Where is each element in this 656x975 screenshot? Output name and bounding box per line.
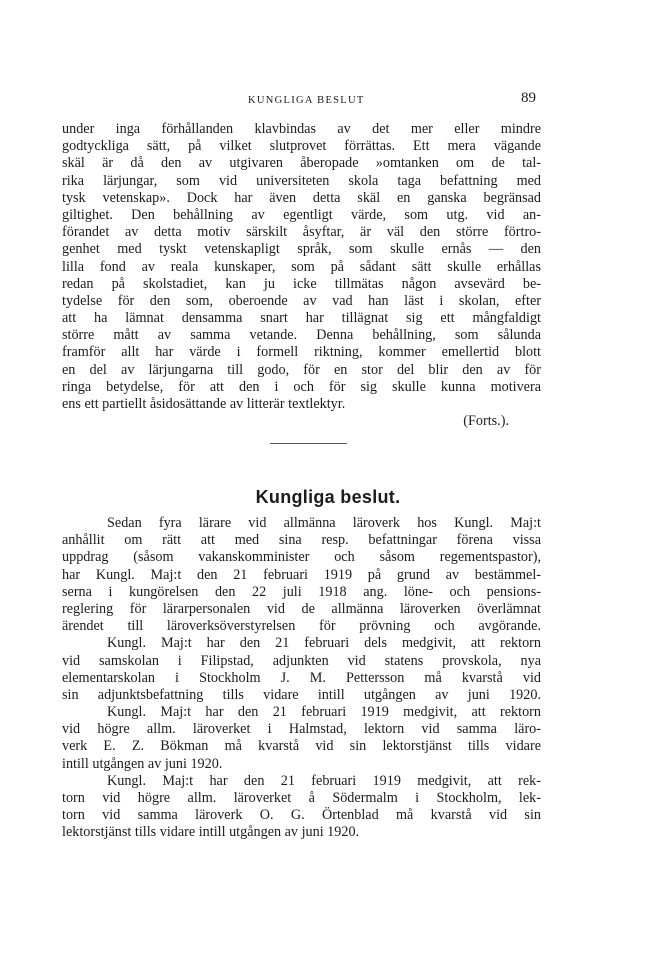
section-divider	[270, 443, 347, 444]
page-number: 89	[521, 90, 536, 106]
text-line: att ha lämnat densamma snart har tillägnat sig ett mångfaldigt	[62, 310, 541, 327]
text-line: Sedan fyra lärare vid allmänna läroverk hos Kungl. Maj:t	[107, 515, 541, 531]
text-line: lilla fond av reala kunskaper, som på sådant sätt skulle erhållas	[62, 258, 541, 275]
text-line: Kungl. Maj:t har den 21 februari dels medgivit, att rektorn	[107, 635, 541, 652]
text-line: genhet med tyskt vetenskapligt språk, som skulle ernås — den	[62, 241, 541, 258]
text-line: förandet av detta motiv särskilt åsyftar, är väl den större förtro-	[62, 224, 541, 241]
section-body	[62, 515, 541, 842]
text-line: under inga förhållanden klavbindas av det mer eller mindre	[62, 121, 541, 137]
text-line: vid högre allm. läroverket i Halmstad, lektorn vid samma läro-	[62, 721, 541, 738]
running-title: KUNGLIGA BESLUT	[248, 95, 365, 106]
text-line: framför allt har värde i formell riktning, kommer emellertid blott	[62, 344, 541, 361]
text-line: Kungl. Maj:t har den 21 februari 1919 medgivit, att rek-	[107, 772, 541, 789]
text-line: elementarskolan i Stockholm J. M. Pettersson må kvarstå vid	[62, 669, 541, 686]
running-header	[0, 90, 656, 109]
text-line: har Kungl. Maj:t den 21 februari 1919 på grund av bestämmel-	[62, 566, 541, 583]
text-line: giltighet. Den behållning av egentligt värde, som utg. vid an-	[62, 206, 541, 223]
text-line: intill utgången av juni 1920.	[62, 755, 223, 772]
text-line: godtyckliga sätt, på vilket slutprovet förrättas. Ett mera vägande	[62, 138, 541, 155]
text-line: verk E. Z. Bökman må kvarstå vid sin lektorstjänst tills vidare	[62, 738, 541, 755]
text-line: serna i kungörelsen den 22 juli 1918 ang. löne- och pensions-	[62, 583, 541, 600]
article-continuation	[62, 121, 541, 430]
text-line: torn vid samma läroverk O. G. Örtenblad må kvarstå vid sin	[62, 807, 541, 824]
text-line: redan på skolstadiet, kan ju icke tillmätas någon avsevärd be-	[62, 275, 541, 292]
text-line: sin adjunktsbefattning tills vidare intill utgången av juni 1920.	[62, 686, 541, 703]
text-line: tysk vetenskap». Dock har även detta skäl en ganska begränsad	[62, 189, 541, 206]
text-line: Kungl. Maj:t har den 21 februari 1919 medgivit, att rektorn	[107, 704, 541, 721]
text-line: vid samskolan i Filipstad, adjunkten vid statens provskola, nya	[62, 652, 541, 669]
text-line: större mått av samma vetande. Denna behållning, som sålunda	[62, 327, 541, 344]
text-line: ens ett partiellt åsidosättande av litterär textlektyr.	[62, 396, 346, 412]
text-line: en del av lärjungarna till godo, för en stor del blir den av för	[62, 361, 541, 378]
text-line: tydelse för den som, oberoende av vad han läst i skolan, efter	[62, 292, 541, 309]
text-line: uppdrag (såsom vakanskomminister och såsom regementspastor),	[62, 549, 541, 566]
text-line: reglering för lärarpersonalen vid de allmänna läroverken överlämnat	[62, 600, 541, 617]
text-line: ringa betydelse, för att den i och för sig skulle kunna motivera	[62, 378, 541, 395]
text-line: lektorstjänst tills vidare intill utgången av juni 1920.	[62, 824, 360, 841]
text-line: anhållit om rätt att med sina resp. befattningar förena vissa	[62, 532, 541, 549]
continuation-note: (Forts.).	[463, 413, 509, 430]
section-heading: Kungliga beslut.	[255, 487, 401, 507]
text-line: torn vid högre allm. läroverket å Södermalm i Stockholm, lek-	[62, 790, 541, 806]
text-line: ärendet till läroverksöverstyrelsen för prövning och avgörande.	[62, 618, 541, 635]
text-line: rika lärjungar, som vid universiteten skola taga befattning med	[62, 172, 541, 189]
text-line: skäl är då den av utgivaren åberopade »omtanken om de tal-	[62, 155, 541, 172]
